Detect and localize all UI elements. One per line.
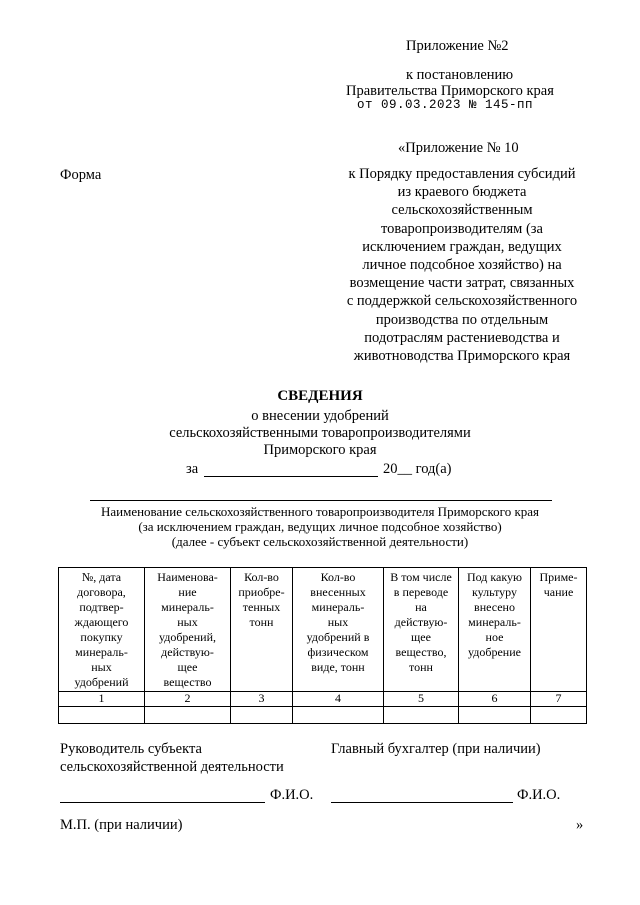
procedure-line: подотраслям растениеводства и [364,329,560,346]
head-signature-line [60,802,265,803]
procedure-line: товаропроизводителям (за [381,220,543,237]
header-text-line: тонн [249,615,274,629]
procedure-line: к Порядку предоставления субсидий [348,166,576,182]
header-text-line: удобрение [468,645,521,659]
appendix-10: «Приложение № 10 [398,140,519,156]
header-text-line: физическом [307,645,369,659]
document-title: СВЕДЕНИЯ [277,388,363,404]
table-number-row [59,692,587,707]
header-text-line: вещество, [395,645,447,659]
header-text-line: действую- [161,645,214,659]
header-text-line: щее [411,630,431,644]
header-text-line: Кол-во [244,570,279,584]
column-number-cell: 2 [145,692,231,707]
header-text-line: ждающего [74,615,129,629]
accountant-signature-line [331,802,513,803]
header-text-line: на [415,600,427,614]
period-suffix: 20__ год(а) [383,461,452,477]
header-text-line: тенных [242,600,281,614]
column-number-cell: 4 [293,692,384,707]
header-text-line: ных [177,615,198,629]
header-text-line: удобрений в [306,630,370,644]
header-text-line: минераль- [161,600,214,614]
header-text-line: щее [177,660,198,674]
header-text-line: Кол-во [320,570,356,584]
column-number-cell: 1 [59,692,145,707]
table-header-cell [384,568,459,692]
header-text-line: приобре- [238,585,285,599]
header-text-line: минераль- [75,645,128,659]
title-line-1: о внесении удобрений [251,408,389,424]
header-text-line: культуру [471,585,518,599]
header-text-line: №, дата [81,570,122,584]
header-text-line: удобрений, [158,630,217,644]
form-label: Форма [60,167,102,183]
procedure-line: возмещение части затрат, связанных [349,275,575,292]
procedure-line: личное подсобное хозяйство) на [362,257,562,273]
header-text-line: действую- [394,615,448,629]
appendix-number: Приложение №2 [406,38,509,54]
header-text-line: Под какую [466,570,523,584]
header-text-line: ное [485,630,504,644]
column-number-cell: 7 [531,692,587,707]
period-prefix: за [186,461,199,477]
procedure-line: животноводства Приморского края [353,348,571,364]
title-line-2: сельскохозяйственными товаропроизводителями [169,425,471,441]
closing-quote: » [576,817,584,833]
table-header-row [59,568,587,692]
header-text-line: договора, [77,585,126,599]
header-text-line: вещество [163,675,212,689]
header-text-line: ных [91,660,112,674]
table-cell [531,707,587,724]
caption-line-1: Наименование сельскохозяйственного товаропроизводителя Приморского края [100,504,540,519]
procedure-line: производства по отдельным [375,311,549,328]
caption-line-2: (за исключением граждан, ведущих личное подсобное хозяйство) [138,519,502,534]
period-blank-line [204,476,378,477]
header-text-line: ных [327,615,349,629]
producer-name-line [90,500,552,501]
header-text-line: удобрений [74,675,129,689]
column-number-cell: 3 [231,692,293,707]
column-number-cell: 5 [384,692,459,707]
caption-line-3: (далее - субъект сельскохозяйственной деятельности) [171,534,469,549]
table-row [59,707,587,724]
header-text-line: минераль- [311,600,365,614]
table-cell [384,707,459,724]
accountant-fio: Ф.И.О. [517,787,561,803]
fertilizer-table [58,567,587,724]
procedure-line: сельскохозяйственным [391,202,533,219]
header-text-line: виде, тонн [311,660,365,674]
table-header-cell [231,568,293,692]
procedure-line: с поддержкой сельскохозяйственного [346,293,578,310]
header-text-line: внесенных [310,585,366,599]
table-cell [293,707,384,724]
seal-label: М.П. (при наличии) [60,817,183,833]
to-resolution: к постановлению [406,67,514,83]
header-text-line: в переводе [393,585,449,599]
table-header-cell [531,568,587,692]
table-header-cell [293,568,384,692]
header-text-line: чание [543,585,574,599]
table-cell [145,707,231,724]
title-line-3: Приморского края [263,442,377,458]
government-name: Правительства Приморского края [346,83,554,99]
table-cell [459,707,531,724]
procedure-line: исключением граждан, ведущих [362,238,562,255]
table-cell [231,707,293,724]
header-text-line: ние [178,585,197,599]
procedure-line: из краевого бюджета [397,184,527,201]
header-text-line: Наименова- [157,570,218,584]
header-text-line: тонн [409,660,433,674]
resolution-stamp: от 09.03.2023 № 145-пп [357,98,534,112]
header-text-line: подтвер- [79,600,124,614]
header-text-line: минераль- [468,615,521,629]
header-text-line: внесено [474,600,515,614]
head-title-line-1: Руководитель субъекта [60,741,202,757]
accountant-title: Главный бухгалтер (при наличии) [331,741,541,757]
table-header-cell [145,568,231,692]
header-text-line: В том числе [390,570,452,584]
head-fio: Ф.И.О. [270,787,314,803]
table-header-cell [459,568,531,692]
table-cell [59,707,145,724]
table-header-cell [59,568,145,692]
header-text-line: Приме- [539,570,578,584]
head-title-line-2: сельскохозяйственной деятельности [60,759,284,775]
column-number-cell: 6 [459,692,531,707]
header-text-line: покупку [80,630,123,644]
